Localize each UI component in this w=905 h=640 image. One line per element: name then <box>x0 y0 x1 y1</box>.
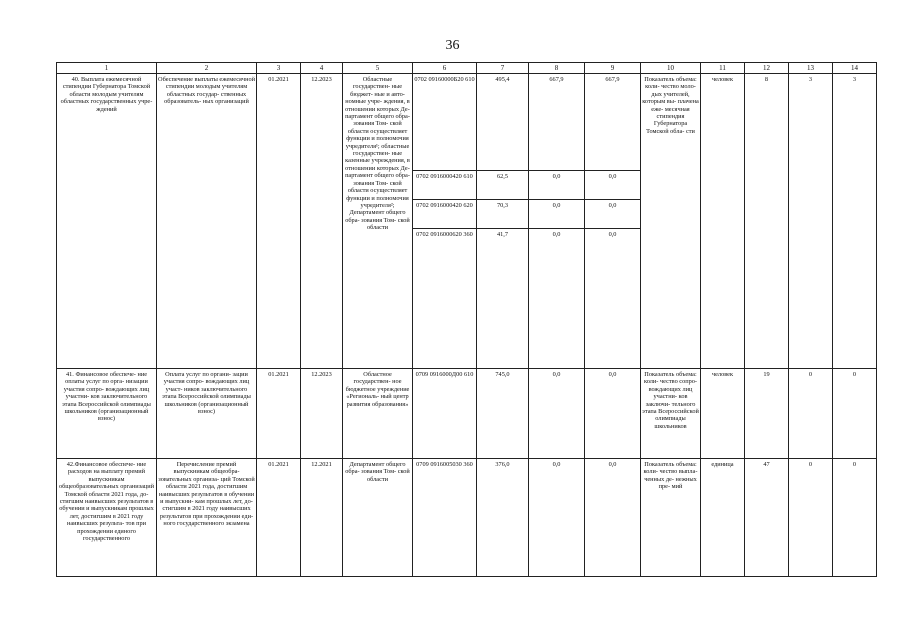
budget-code: 0702 0916000620 360 <box>413 229 477 369</box>
executor: Областные государствен- ные бюджет- ные и авто- номные учре- ждения, в отношении которых Де- партамент общего обра- зования Том- ской области осуществляет функции и полномочия учредителя¹; областные государствен- ные казенные учреждения, в отношении которых Де- партамент общего обра- зования Том- ской области осуществляет функции и полномочия учредителя²; Департамент общего обра- зования Том- ской области <box>343 74 413 369</box>
budget-code: 0702 09160000Б20 610 <box>413 74 477 171</box>
budget-code: 0702 0916000420 620 <box>413 200 477 229</box>
header-cell: 7 <box>477 63 529 74</box>
start-date: 01.2021 <box>257 369 301 459</box>
measure-name: 41. Финансовое обеспече- ние оплаты услуг по орга- низации участия сопро- вождающих лиц участни- ков заключительного этапа Всероссийской олимпиады школьников (организационный взнос) <box>57 369 157 459</box>
executor: Департамент общего обра- зования Том- ской области <box>343 459 413 577</box>
start-date: 01.2021 <box>257 459 301 577</box>
measure-content: Перечисление премий выпускникам общеобра- зовательных организа- ций Томской области 2021 года, достигшим наивысших результатов в обучении и выпускни- кам прошлых лет, до- стигшим в 2021 году наивысших результатов при прохождении еди- ного государственного экзамена <box>157 459 257 577</box>
budget-code: 0702 0916000420 610 <box>413 171 477 200</box>
amount-2023: 667,9 <box>585 74 641 171</box>
table-row <box>57 369 877 459</box>
amount-2021: 41,7 <box>477 229 529 369</box>
header-cell: 5 <box>343 63 413 74</box>
header-cell: 13 <box>789 63 833 74</box>
measures-table <box>56 62 877 577</box>
header-cell: 10 <box>641 63 701 74</box>
end-date: 12.2023 <box>301 74 343 369</box>
amount-2022: 0,0 <box>529 229 585 369</box>
amount-2023: 0,0 <box>585 459 641 577</box>
header-cell: 6 <box>413 63 477 74</box>
header-cell: 2 <box>157 63 257 74</box>
end-date: 12.2023 <box>301 369 343 459</box>
table-row <box>57 74 877 171</box>
header-cell: 12 <box>745 63 789 74</box>
value-2021: 47 <box>745 459 789 577</box>
amount-2021: 70,3 <box>477 200 529 229</box>
value-2023: 0 <box>833 459 877 577</box>
unit: человек <box>701 369 745 459</box>
measure-content: Обеспечение выплаты ежемесячной стипендии молодым учителям областных государ- ственных образователь- ных организаций <box>157 74 257 369</box>
value-2023: 0 <box>833 369 877 459</box>
value-2022: 0 <box>789 369 833 459</box>
header-cell: 8 <box>529 63 585 74</box>
amount-2021: 495,4 <box>477 74 529 171</box>
header-cell: 4 <box>301 63 343 74</box>
indicator: Показатель объема: коли- чество выпла- ченных де- нежных пре- мий <box>641 459 701 577</box>
unit: человек <box>701 74 745 369</box>
amount-2023: 0,0 <box>585 200 641 229</box>
value-2023: 3 <box>833 74 877 369</box>
value-2022: 0 <box>789 459 833 577</box>
header-cell: 1 <box>57 63 157 74</box>
measure-name: 42.Финансовое обеспече- ние расходов на выплату премий выпускникам общеобразовательных организаций Томской области 2021 года, до- стигшим наивысших результатов в обучении и выпускникам прошлых лет, достигшим в 2021 году наивысших результа- тов при прохождении единого государственного <box>57 459 157 577</box>
amount-2021: 376,0 <box>477 459 529 577</box>
executor: Областное государствен- ное бюджетное учреждение «Региональ- ный центр развития образования» <box>343 369 413 459</box>
header-row <box>57 63 877 74</box>
value-2021: 8 <box>745 74 789 369</box>
start-date: 01.2021 <box>257 74 301 369</box>
header-cell: 11 <box>701 63 745 74</box>
end-date: 12.2021 <box>301 459 343 577</box>
amount-2022: 0,0 <box>529 459 585 577</box>
budget-code: 0709 0916000Д00 610 <box>413 369 477 459</box>
value-2021: 19 <box>745 369 789 459</box>
header-cell: 14 <box>833 63 877 74</box>
amount-2023: 0,0 <box>585 369 641 459</box>
measure-name: 40. Выплата ежемесячной стипендии Губернатора Томской области молодым учителям областных государственных учре- ждений <box>57 74 157 369</box>
header-cell: 9 <box>585 63 641 74</box>
value-2022: 3 <box>789 74 833 369</box>
amount-2023: 0,0 <box>585 171 641 200</box>
amount-2022: 0,0 <box>529 171 585 200</box>
indicator: Показатель объема: коли- чество сопро- вождающих лиц участни- ков заключи- тельного этапа Всероссийской олимпиады школьников <box>641 369 701 459</box>
measure-content: Оплата услуг по органи- зации участия сопро- вождающих лиц участ- ников заключительного этапа Всероссийской олимпиады школьников (организационный взнос) <box>157 369 257 459</box>
table-row <box>57 459 877 577</box>
amount-2023: 0,0 <box>585 229 641 369</box>
header-cell: 3 <box>257 63 301 74</box>
indicator: Показатель объема: коли- чество моло- дых учителей, которым вы- плачена еже- месячная стипендия Губернатора Томской обла- сти <box>641 74 701 369</box>
amount-2021: 745,0 <box>477 369 529 459</box>
amount-2022: 0,0 <box>529 369 585 459</box>
budget-code: 0709 0916005030 360 <box>413 459 477 577</box>
page-number: 36 <box>445 38 460 53</box>
amount-2022: 0,0 <box>529 200 585 229</box>
amount-2021: 62,5 <box>477 171 529 200</box>
unit: единица <box>701 459 745 577</box>
amount-2022: 667,9 <box>529 74 585 171</box>
